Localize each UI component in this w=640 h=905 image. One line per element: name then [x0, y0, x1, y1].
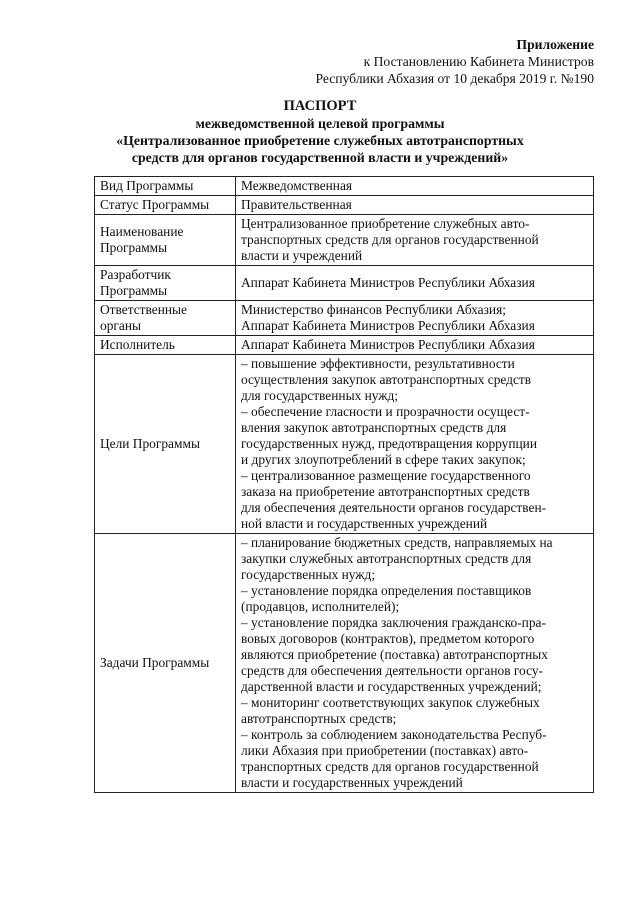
resolution-reference: к Постановлению Кабинета Министров — [363, 54, 594, 69]
row-label-text: органы — [100, 318, 141, 333]
title-program-type: межведомственной целевой программы — [195, 116, 445, 131]
table-row — [95, 177, 594, 196]
row-value-text: и других злоупотреблений в сфере таких закупок; — [241, 452, 526, 467]
row-label-cell — [95, 177, 236, 196]
document-header — [315, 36, 594, 87]
table-row — [95, 336, 594, 355]
row-value-text: – планирование бюджетных средств, направляемых на — [241, 535, 553, 550]
row-value-text: – обеспечение гласности и прозрачности осущест- — [241, 404, 530, 419]
title-program-name-line1: «Централизованное приобретение служебных автотранспортных — [116, 133, 524, 148]
row-value-cell — [236, 177, 594, 196]
row-label-cell — [95, 215, 236, 266]
row-label-cell — [95, 534, 236, 793]
table-row — [95, 534, 594, 793]
row-value-text: закупки служебных автотранспортных средств для — [241, 551, 532, 566]
row-value-text: – установление порядка заключения гражданско-пра- — [241, 615, 546, 630]
row-value-text: средств для обеспечения деятельности органов госу- — [241, 663, 544, 678]
row-label-text: Цели Программы — [100, 436, 200, 451]
table-row — [95, 266, 594, 301]
row-value-text: Межведомственная — [241, 178, 353, 193]
row-value-text: для обеспечения деятельности органов государствен- — [241, 500, 547, 515]
row-label-text: Программы — [100, 283, 168, 298]
row-value-text: дарственной власти и государственных учреждений; — [241, 679, 542, 694]
row-value-text: – централизованное размещение государственного — [241, 468, 531, 483]
row-label-text: Ответственные — [100, 302, 187, 317]
row-value-text: автотранспортных средств; — [241, 711, 397, 726]
row-value-text: власти и учреждений — [241, 248, 363, 263]
row-value-cell — [236, 266, 594, 301]
row-value-text: заказа на приобретение автотранспортных средств — [241, 484, 530, 499]
row-value-text: транспортных средств для органов государственной — [241, 759, 539, 774]
row-value-cell — [236, 355, 594, 534]
row-label-text: Программы — [100, 240, 168, 255]
row-value-text: – установление порядка определения поставщиков — [241, 583, 532, 598]
row-label-cell — [95, 196, 236, 215]
row-label-cell — [95, 355, 236, 534]
row-value-text: Аппарат Кабинета Министров Республики Абхазия — [241, 275, 535, 290]
row-value-text: осуществления закупок автотранспортных средств — [241, 372, 532, 387]
table-row — [95, 355, 594, 534]
table-row — [95, 301, 594, 336]
row-value-text: Министерство финансов Республики Абхазия; — [241, 302, 506, 317]
row-value-text: – мониторинг соответствующих закупок служебных — [241, 695, 540, 710]
row-value-text: вовых договоров (контрактов), предметом которого — [241, 631, 535, 646]
row-value-cell — [236, 336, 594, 355]
resolution-date-number: Республики Абхазия от 10 декабря 2019 г. №190 — [315, 71, 594, 86]
row-value-text: ной власти и государственных учреждений — [241, 516, 488, 531]
row-label-cell — [95, 336, 236, 355]
row-value-text: Правительственная — [241, 197, 352, 212]
row-value-text: вления закупок автотранспортных средств для — [241, 420, 507, 435]
row-value-text: лики Абхазия при приобретении (поставках) авто- — [241, 743, 529, 758]
row-label-text: Наименование — [100, 224, 184, 239]
row-value-cell — [236, 215, 594, 266]
row-label-text: Разработчик — [100, 267, 171, 282]
title-passport: ПАСПОРТ — [283, 98, 357, 114]
row-value-text: Аппарат Кабинета Министров Республики Абхазия — [241, 337, 535, 352]
appendix-label: Приложение — [516, 37, 594, 52]
row-label-text: Статус Программы — [100, 197, 210, 212]
row-label-text: Задачи Программы — [100, 655, 210, 670]
document-title — [0, 98, 640, 166]
row-label-cell — [95, 301, 236, 336]
title-program-name-line2: средств для органов государственной власти и учреждений» — [131, 150, 509, 165]
row-value-text: – повышение эффективности, результативности — [241, 356, 515, 371]
row-label-cell — [95, 266, 236, 301]
row-label-text: Исполнитель — [100, 337, 175, 352]
row-value-text: транспортных средств для органов государственной — [241, 232, 539, 247]
row-value-text: – контроль за соблюдением законодательства Респуб- — [241, 727, 547, 742]
row-value-text: власти и государственных учреждений — [241, 775, 463, 790]
row-value-cell — [236, 301, 594, 336]
row-label-text: Вид Программы — [100, 178, 194, 193]
row-value-cell — [236, 196, 594, 215]
row-value-text: Централизованное приобретение служебных авто- — [241, 216, 530, 231]
row-value-text: Аппарат Кабинета Министров Республики Абхазия — [241, 318, 535, 333]
row-value-cell — [236, 534, 594, 793]
passport-table — [94, 176, 594, 793]
row-value-text: государственных нужд; — [241, 567, 376, 582]
table-row — [95, 196, 594, 215]
row-value-text: государственных нужд, предотвращения коррупции — [241, 436, 538, 451]
row-value-text: являются приобретение (поставка) автотранспортных — [241, 647, 548, 662]
row-value-text: (продавцов, исполнителей); — [241, 599, 400, 614]
table-row — [95, 215, 594, 266]
row-value-text: для государственных нужд; — [241, 388, 399, 403]
